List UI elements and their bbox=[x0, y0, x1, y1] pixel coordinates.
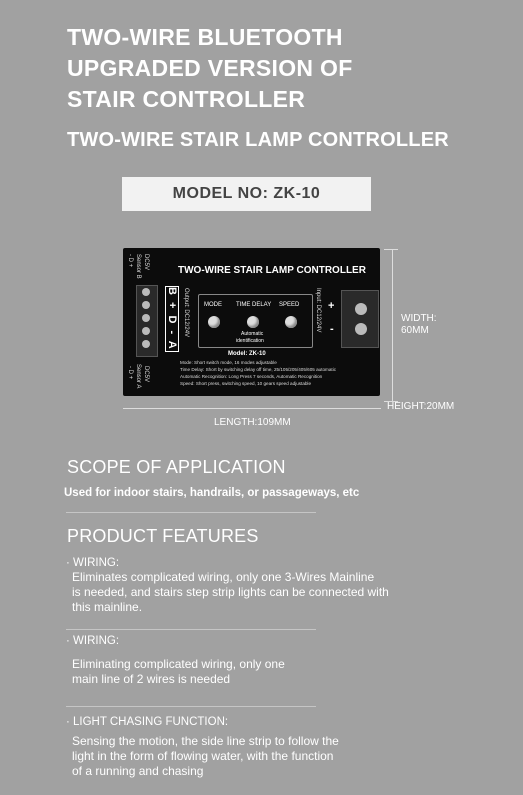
plus-sign: + bbox=[328, 300, 335, 312]
output-label: Output: DC12/24V bbox=[183, 288, 189, 338]
feature-title: · LIGHT CHASING FUNCTION: bbox=[66, 716, 229, 728]
feature-title: · WIRING: bbox=[66, 557, 120, 569]
dc5v-b-label: DC5V bbox=[143, 254, 149, 271]
features-heading: PRODUCT FEATURES bbox=[67, 526, 259, 546]
controller-device-image bbox=[123, 248, 380, 396]
device-model-label: Model: ZK-10 bbox=[228, 351, 266, 357]
feature-line: Eliminating complicated wiring, only one bbox=[72, 657, 285, 671]
hero-line-1: TWO-WIRE BLUETOOTH bbox=[67, 24, 343, 50]
hero-line-3: STAIR CONTROLLER bbox=[67, 86, 306, 112]
feature-text bbox=[72, 570, 446, 615]
device-desc-3: Automatic Recognition: Long Press 7 seconds, Automatic Recognition bbox=[180, 374, 323, 379]
left-terminal-labels: B + D - A bbox=[166, 287, 178, 351]
sensor-a-label: Sensor A bbox=[135, 364, 141, 389]
model-number-box bbox=[122, 177, 371, 211]
time-delay-button[interactable] bbox=[247, 316, 259, 328]
auto-id-line-2: identification bbox=[236, 338, 264, 344]
speed-label: SPEED bbox=[279, 302, 300, 308]
screw-icon bbox=[142, 301, 150, 309]
input-label: Input: DC12/24V bbox=[315, 288, 321, 333]
hero-title bbox=[67, 22, 507, 115]
length-dimension-line bbox=[123, 408, 381, 409]
hero-line-2: UPGRADED VERSION OF bbox=[67, 55, 353, 81]
divider bbox=[66, 706, 316, 707]
device-desc-2: Time Delay: Short by switching delay off time, 25/105/205/405/605 automatic bbox=[180, 367, 337, 372]
feature-line: light in the form of flowing water, with the function bbox=[72, 749, 334, 763]
feature-line: of a running and chasing bbox=[72, 764, 204, 778]
pins-a-label: - D + bbox=[127, 366, 133, 380]
screw-icon bbox=[355, 303, 367, 315]
auto-id-line-1: Automatic bbox=[241, 331, 264, 337]
scope-text: Used for indoor stairs, handrails, or passageways, etc bbox=[64, 487, 360, 499]
mode-label: MODE bbox=[204, 302, 222, 308]
feature-line: main line of 2 wires is needed bbox=[72, 672, 231, 686]
mode-button[interactable] bbox=[208, 316, 220, 328]
length-label: LENGTH:109MM bbox=[214, 417, 291, 428]
divider bbox=[66, 629, 316, 630]
subtitle: TWO-WIRE STAIR LAMP CONTROLLER bbox=[67, 129, 449, 151]
width-dimension-line bbox=[392, 249, 393, 402]
dc5v-a-label: DC5V bbox=[143, 366, 149, 383]
right-terminal-block bbox=[341, 290, 379, 348]
screw-icon bbox=[142, 314, 150, 322]
width-label: WIDTH: bbox=[401, 313, 437, 324]
device-description bbox=[180, 359, 370, 387]
screw-icon bbox=[142, 340, 150, 348]
feature-line: is needed, and stairs step strip lights can be connected with bbox=[72, 585, 389, 599]
minus-sign: - bbox=[330, 323, 334, 335]
screw-icon bbox=[142, 288, 150, 296]
device-desc-4: Speed: Short press, switching speed, 10 gears speed adjustable bbox=[180, 381, 312, 386]
scope-heading: SCOPE OF APPLICATION bbox=[67, 457, 286, 477]
screw-icon bbox=[355, 323, 367, 335]
feature-item bbox=[66, 635, 446, 687]
feature-line: Sensing the motion, the side line strip to follow the bbox=[72, 734, 339, 748]
feature-title: · WIRING: bbox=[66, 635, 120, 647]
device-title: TWO-WIRE STAIR LAMP CONTROLLER bbox=[178, 265, 366, 276]
model-number-label: MODEL NO: ZK-10 bbox=[172, 185, 321, 202]
feature-item bbox=[66, 557, 446, 615]
feature-text bbox=[72, 657, 446, 687]
feature-line: this mainline. bbox=[72, 600, 143, 614]
height-label: HEIGHT:20MM bbox=[387, 401, 455, 412]
device-desc-1: Mode: Short switch mode, 16 modes adjustable bbox=[180, 360, 277, 365]
pins-b-label: - D + bbox=[127, 254, 133, 268]
feature-item bbox=[66, 716, 446, 779]
width-dimension-tick bbox=[384, 249, 398, 250]
speed-button[interactable] bbox=[285, 316, 297, 328]
feature-line: Eliminates complicated wiring, only one 3-Wires Mainline bbox=[72, 570, 375, 584]
width-value: 60MM bbox=[401, 325, 429, 336]
feature-text bbox=[72, 734, 446, 779]
screw-icon bbox=[142, 327, 150, 335]
divider bbox=[66, 512, 316, 513]
sensor-b-text: Sensor B bbox=[135, 254, 141, 279]
time-delay-label: TIME DELAY bbox=[236, 302, 272, 308]
sensor-b-label bbox=[135, 254, 141, 279]
